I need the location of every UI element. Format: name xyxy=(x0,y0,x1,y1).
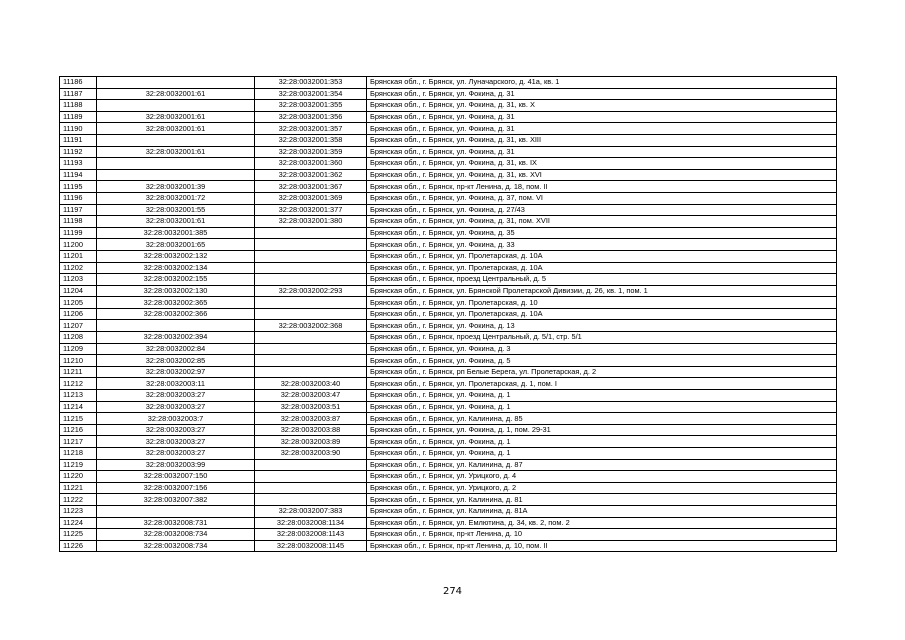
row-number-cell: 11210 xyxy=(60,355,97,367)
land-cadastral-number-cell: 32:28:0032001:61 xyxy=(97,111,255,123)
land-cadastral-number-cell: 32:28:0032002:132 xyxy=(97,250,255,262)
land-cadastral-number-cell: 32:28:0032002:85 xyxy=(97,355,255,367)
object-cadastral-number-cell: 32:28:0032008:1145 xyxy=(255,540,367,552)
address-cell: Брянская обл., г. Брянск, ул. Пролетарская, д. 10А xyxy=(367,250,837,262)
table-row xyxy=(60,123,837,135)
land-cadastral-number-cell: 32:28:0032002:84 xyxy=(97,343,255,355)
object-cadastral-number-cell: 32:28:0032002:368 xyxy=(255,320,367,332)
address-cell: Брянская обл., г. Брянск, ул. Емлютина, д. 34, кв. 2, пом. 2 xyxy=(367,517,837,529)
address-cell: Брянская обл., г. Брянск, ул. Пролетарская, д. 10А xyxy=(367,262,837,274)
table-row xyxy=(60,77,837,89)
row-number-cell: 11198 xyxy=(60,216,97,228)
table-row xyxy=(60,355,837,367)
object-cadastral-number-cell xyxy=(255,274,367,286)
row-number-cell: 11209 xyxy=(60,343,97,355)
land-cadastral-number-cell: 32:28:0032003:99 xyxy=(97,459,255,471)
row-number-cell: 11212 xyxy=(60,378,97,390)
row-number-cell: 11222 xyxy=(60,494,97,506)
land-cadastral-number-cell: 32:28:0032003:27 xyxy=(97,401,255,413)
table-row xyxy=(60,297,837,309)
object-cadastral-number-cell: 32:28:0032001:353 xyxy=(255,77,367,89)
table-row xyxy=(60,378,837,390)
land-cadastral-number-cell: 32:28:0032001:61 xyxy=(97,146,255,158)
land-cadastral-number-cell: 32:28:0032001:39 xyxy=(97,181,255,193)
address-cell: Брянская обл., г. Брянск, ул. Фокина, д. 31 xyxy=(367,123,837,135)
row-number-cell: 11202 xyxy=(60,262,97,274)
row-number-cell: 11191 xyxy=(60,134,97,146)
object-cadastral-number-cell: 32:28:0032001:356 xyxy=(255,111,367,123)
address-cell: Брянская обл., г. Брянск, ул. Фокина, д. 1 xyxy=(367,390,837,402)
land-cadastral-number-cell: 32:28:0032002:130 xyxy=(97,285,255,297)
address-cell: Брянская обл., г. Брянск, ул. Фокина, д. 37, пом. VI xyxy=(367,192,837,204)
land-cadastral-number-cell: 32:28:0032007:150 xyxy=(97,471,255,483)
object-cadastral-number-cell xyxy=(255,366,367,378)
address-cell: Брянская обл., г. Брянск, проезд Центральный, д. 5/1, стр. 5/1 xyxy=(367,332,837,344)
address-cell: Брянская обл., г. Брянск, ул. Урицкого, д. 2 xyxy=(367,482,837,494)
row-number-cell: 11221 xyxy=(60,482,97,494)
row-number-cell: 11213 xyxy=(60,390,97,402)
table-row xyxy=(60,169,837,181)
row-number-cell: 11224 xyxy=(60,517,97,529)
address-cell: Брянская обл., г. Брянск, ул. Фокина, д. 31, кв. IX xyxy=(367,158,837,170)
object-cadastral-number-cell xyxy=(255,482,367,494)
table-row xyxy=(60,343,837,355)
land-cadastral-number-cell xyxy=(97,158,255,170)
land-cadastral-number-cell: 32:28:0032002:134 xyxy=(97,262,255,274)
row-number-cell: 11200 xyxy=(60,239,97,251)
table-row xyxy=(60,181,837,193)
object-cadastral-number-cell: 32:28:0032003:89 xyxy=(255,436,367,448)
object-cadastral-number-cell: 32:28:0032008:1134 xyxy=(255,517,367,529)
address-cell: Брянская обл., г. Брянск, ул. Фокина, д. 1 xyxy=(367,436,837,448)
object-cadastral-number-cell: 32:28:0032002:293 xyxy=(255,285,367,297)
row-number-cell: 11203 xyxy=(60,274,97,286)
land-cadastral-number-cell: 32:28:0032003:7 xyxy=(97,413,255,425)
object-cadastral-number-cell: 32:28:0032003:87 xyxy=(255,413,367,425)
table-row xyxy=(60,482,837,494)
land-cadastral-number-cell: 32:28:0032002:365 xyxy=(97,297,255,309)
address-cell: Брянская обл., г. Брянск, ул. Пролетарская, д. 1, пом. I xyxy=(367,378,837,390)
row-number-cell: 11205 xyxy=(60,297,97,309)
object-cadastral-number-cell xyxy=(255,343,367,355)
land-cadastral-number-cell: 32:28:0032008:734 xyxy=(97,529,255,541)
object-cadastral-number-cell: 32:28:0032007:383 xyxy=(255,505,367,517)
table-row xyxy=(60,448,837,460)
table-row xyxy=(60,332,837,344)
address-cell: Брянская обл., г. Брянск, ул. Фокина, д. 31 xyxy=(367,88,837,100)
address-cell: Брянская обл., г. Брянск, пр-кт Ленина, д. 10 xyxy=(367,529,837,541)
table-row xyxy=(60,529,837,541)
land-cadastral-number-cell xyxy=(97,320,255,332)
address-cell: Брянская обл., г. Брянск, ул. Фокина, д. 31, кв. X xyxy=(367,100,837,112)
land-cadastral-number-cell: 32:28:0032002:366 xyxy=(97,308,255,320)
land-cadastral-number-cell: 32:28:0032003:27 xyxy=(97,390,255,402)
table-row xyxy=(60,262,837,274)
row-number-cell: 11219 xyxy=(60,459,97,471)
table-row xyxy=(60,494,837,506)
object-cadastral-number-cell xyxy=(255,308,367,320)
land-cadastral-number-cell: 32:28:0032001:61 xyxy=(97,88,255,100)
row-number-cell: 11193 xyxy=(60,158,97,170)
land-cadastral-number-cell xyxy=(97,505,255,517)
table-body xyxy=(60,77,837,552)
object-cadastral-number-cell: 32:28:0032001:369 xyxy=(255,192,367,204)
land-cadastral-number-cell: 32:28:0032001:72 xyxy=(97,192,255,204)
address-cell: Брянская обл., г. Брянск, ул. Фокина, д. 31, кв. XIII xyxy=(367,134,837,146)
land-cadastral-number-cell xyxy=(97,134,255,146)
row-number-cell: 11223 xyxy=(60,505,97,517)
object-cadastral-number-cell: 32:28:0032003:88 xyxy=(255,424,367,436)
land-cadastral-number-cell: 32:28:0032008:734 xyxy=(97,540,255,552)
table-row xyxy=(60,505,837,517)
address-cell: Брянская обл., г. Брянск, пр-кт Ленина, д. 18, пом. II xyxy=(367,181,837,193)
land-cadastral-number-cell: 32:28:0032003:11 xyxy=(97,378,255,390)
object-cadastral-number-cell: 32:28:0032003:51 xyxy=(255,401,367,413)
row-number-cell: 11197 xyxy=(60,204,97,216)
address-cell: Брянская обл., г. Брянск, ул. Фокина, д. 35 xyxy=(367,227,837,239)
table-row xyxy=(60,250,837,262)
row-number-cell: 11207 xyxy=(60,320,97,332)
land-cadastral-number-cell xyxy=(97,169,255,181)
land-cadastral-number-cell: 32:28:0032001:65 xyxy=(97,239,255,251)
page-number: 274 xyxy=(442,586,463,597)
object-cadastral-number-cell xyxy=(255,239,367,251)
address-cell: Брянская обл., г. Брянск, ул. Фокина, д. 3 xyxy=(367,343,837,355)
row-number-cell: 11201 xyxy=(60,250,97,262)
object-cadastral-number-cell xyxy=(255,297,367,309)
address-cell: Брянская обл., г. Брянск, ул. Брянской Пролетарской Дивизии, д. 26, кв. 1, пом. 1 xyxy=(367,285,837,297)
table-row xyxy=(60,517,837,529)
land-cadastral-number-cell: 32:28:0032007:382 xyxy=(97,494,255,506)
address-cell: Брянская обл., г. Брянск, ул. Фокина, д. 31 xyxy=(367,111,837,123)
row-number-cell: 11206 xyxy=(60,308,97,320)
address-cell: Брянская обл., г. Брянск, ул. Пролетарская, д. 10А xyxy=(367,308,837,320)
object-cadastral-number-cell: 32:28:0032008:1143 xyxy=(255,529,367,541)
row-number-cell: 11216 xyxy=(60,424,97,436)
row-number-cell: 11192 xyxy=(60,146,97,158)
object-cadastral-number-cell: 32:28:0032001:357 xyxy=(255,123,367,135)
land-cadastral-number-cell: 32:28:0032003:27 xyxy=(97,448,255,460)
table-row xyxy=(60,413,837,425)
row-number-cell: 11217 xyxy=(60,436,97,448)
address-cell: Брянская обл., г. Брянск, проезд Центральный, д. 5 xyxy=(367,274,837,286)
land-cadastral-number-cell xyxy=(97,77,255,89)
table-row xyxy=(60,366,837,378)
row-number-cell: 11199 xyxy=(60,227,97,239)
table-row xyxy=(60,111,837,123)
table-row xyxy=(60,401,837,413)
table-row xyxy=(60,227,837,239)
table-row xyxy=(60,320,837,332)
land-cadastral-number-cell: 32:28:0032003:27 xyxy=(97,424,255,436)
land-cadastral-number-cell: 32:28:0032002:394 xyxy=(97,332,255,344)
row-number-cell: 11220 xyxy=(60,471,97,483)
table-row xyxy=(60,285,837,297)
address-cell: Брянская обл., г. Брянск, ул. Урицкого, д. 4 xyxy=(367,471,837,483)
table-row xyxy=(60,134,837,146)
address-cell: Брянская обл., г. Брянск, ул. Фокина, д. 27/43 xyxy=(367,204,837,216)
address-cell: Брянская обл., г. Брянск, ул. Калинина, д. 85 xyxy=(367,413,837,425)
table-row xyxy=(60,424,837,436)
table-row xyxy=(60,390,837,402)
address-cell: Брянская обл., г. Брянск, ул. Калинина, д. 81 xyxy=(367,494,837,506)
land-cadastral-number-cell: 32:28:0032008:731 xyxy=(97,517,255,529)
address-cell: Брянская обл., г. Брянск, рп Белые Берега, ул. Пролетарская, д. 2 xyxy=(367,366,837,378)
row-number-cell: 11226 xyxy=(60,540,97,552)
table-row xyxy=(60,204,837,216)
object-cadastral-number-cell xyxy=(255,494,367,506)
object-cadastral-number-cell: 32:28:0032003:90 xyxy=(255,448,367,460)
row-number-cell: 11204 xyxy=(60,285,97,297)
table-row xyxy=(60,471,837,483)
row-number-cell: 11196 xyxy=(60,192,97,204)
object-cadastral-number-cell xyxy=(255,262,367,274)
land-cadastral-number-cell: 32:28:0032002:97 xyxy=(97,366,255,378)
address-cell: Брянская обл., г. Брянск, ул. Фокина, д. 13 xyxy=(367,320,837,332)
table-row xyxy=(60,274,837,286)
row-number-cell: 11218 xyxy=(60,448,97,460)
row-number-cell: 11214 xyxy=(60,401,97,413)
row-number-cell: 11195 xyxy=(60,181,97,193)
table-row xyxy=(60,216,837,228)
land-cadastral-number-cell: 32:28:0032001:385 xyxy=(97,227,255,239)
table-row xyxy=(60,308,837,320)
table-row xyxy=(60,192,837,204)
object-cadastral-number-cell: 32:28:0032001:360 xyxy=(255,158,367,170)
table-row xyxy=(60,100,837,112)
table-row xyxy=(60,146,837,158)
row-number-cell: 11194 xyxy=(60,169,97,181)
land-cadastral-number-cell xyxy=(97,100,255,112)
address-cell: Брянская обл., г. Брянск, ул. Фокина, д. 1 xyxy=(367,448,837,460)
object-cadastral-number-cell: 32:28:0032001:354 xyxy=(255,88,367,100)
land-cadastral-number-cell: 32:28:0032003:27 xyxy=(97,436,255,448)
row-number-cell: 11225 xyxy=(60,529,97,541)
row-number-cell: 11190 xyxy=(60,123,97,135)
table-row xyxy=(60,158,837,170)
address-cell: Брянская обл., г. Брянск, ул. Фокина, д. 1 xyxy=(367,401,837,413)
object-cadastral-number-cell: 32:28:0032001:380 xyxy=(255,216,367,228)
table-row xyxy=(60,88,837,100)
address-cell: Брянская обл., г. Брянск, ул. Фокина, д. 31 xyxy=(367,146,837,158)
table-row xyxy=(60,239,837,251)
object-cadastral-number-cell: 32:28:0032003:47 xyxy=(255,390,367,402)
object-cadastral-number-cell xyxy=(255,227,367,239)
address-cell: Брянская обл., г. Брянск, ул. Луначарского, д. 41а, кв. 1 xyxy=(367,77,837,89)
object-cadastral-number-cell: 32:28:0032001:362 xyxy=(255,169,367,181)
row-number-cell: 11211 xyxy=(60,366,97,378)
row-number-cell: 11186 xyxy=(60,77,97,89)
address-cell: Брянская обл., г. Брянск, ул. Фокина, д. 31, кв. XVI xyxy=(367,169,837,181)
address-cell: Брянская обл., г. Брянск, ул. Фокина, д. 5 xyxy=(367,355,837,367)
object-cadastral-number-cell xyxy=(255,250,367,262)
object-cadastral-number-cell: 32:28:0032001:355 xyxy=(255,100,367,112)
object-cadastral-number-cell: 32:28:0032003:40 xyxy=(255,378,367,390)
object-cadastral-number-cell: 32:28:0032001:367 xyxy=(255,181,367,193)
address-cell: Брянская обл., г. Брянск, ул. Фокина, д. 1, пом. 29-31 xyxy=(367,424,837,436)
land-cadastral-number-cell: 32:28:0032001:61 xyxy=(97,216,255,228)
land-cadastral-number-cell: 32:28:0032001:61 xyxy=(97,123,255,135)
address-cell: Брянская обл., г. Брянск, ул. Калинина, д. 87 xyxy=(367,459,837,471)
land-cadastral-number-cell: 32:28:0032001:55 xyxy=(97,204,255,216)
row-number-cell: 11208 xyxy=(60,332,97,344)
object-cadastral-number-cell xyxy=(255,355,367,367)
object-cadastral-number-cell: 32:28:0032001:358 xyxy=(255,134,367,146)
row-number-cell: 11188 xyxy=(60,100,97,112)
object-cadastral-number-cell xyxy=(255,332,367,344)
address-cell: Брянская обл., г. Брянск, ул. Фокина, д. 33 xyxy=(367,239,837,251)
row-number-cell: 11189 xyxy=(60,111,97,123)
object-cadastral-number-cell xyxy=(255,471,367,483)
address-cell: Брянская обл., г. Брянск, ул. Фокина, д. 31, пом. XVII xyxy=(367,216,837,228)
table-row xyxy=(60,540,837,552)
object-cadastral-number-cell: 32:28:0032001:377 xyxy=(255,204,367,216)
address-cell: Брянская обл., г. Брянск, пр-кт Ленина, д. 10, пом. II xyxy=(367,540,837,552)
land-cadastral-number-cell: 32:28:0032007:156 xyxy=(97,482,255,494)
cadastral-registry-table xyxy=(59,76,837,552)
table-row xyxy=(60,436,837,448)
table-row xyxy=(60,459,837,471)
row-number-cell: 11215 xyxy=(60,413,97,425)
object-cadastral-number-cell xyxy=(255,459,367,471)
object-cadastral-number-cell: 32:28:0032001:359 xyxy=(255,146,367,158)
address-cell: Брянская обл., г. Брянск, ул. Пролетарская, д. 10 xyxy=(367,297,837,309)
land-cadastral-number-cell: 32:28:0032002:155 xyxy=(97,274,255,286)
row-number-cell: 11187 xyxy=(60,88,97,100)
address-cell: Брянская обл., г. Брянск, ул. Калинина, д. 81А xyxy=(367,505,837,517)
